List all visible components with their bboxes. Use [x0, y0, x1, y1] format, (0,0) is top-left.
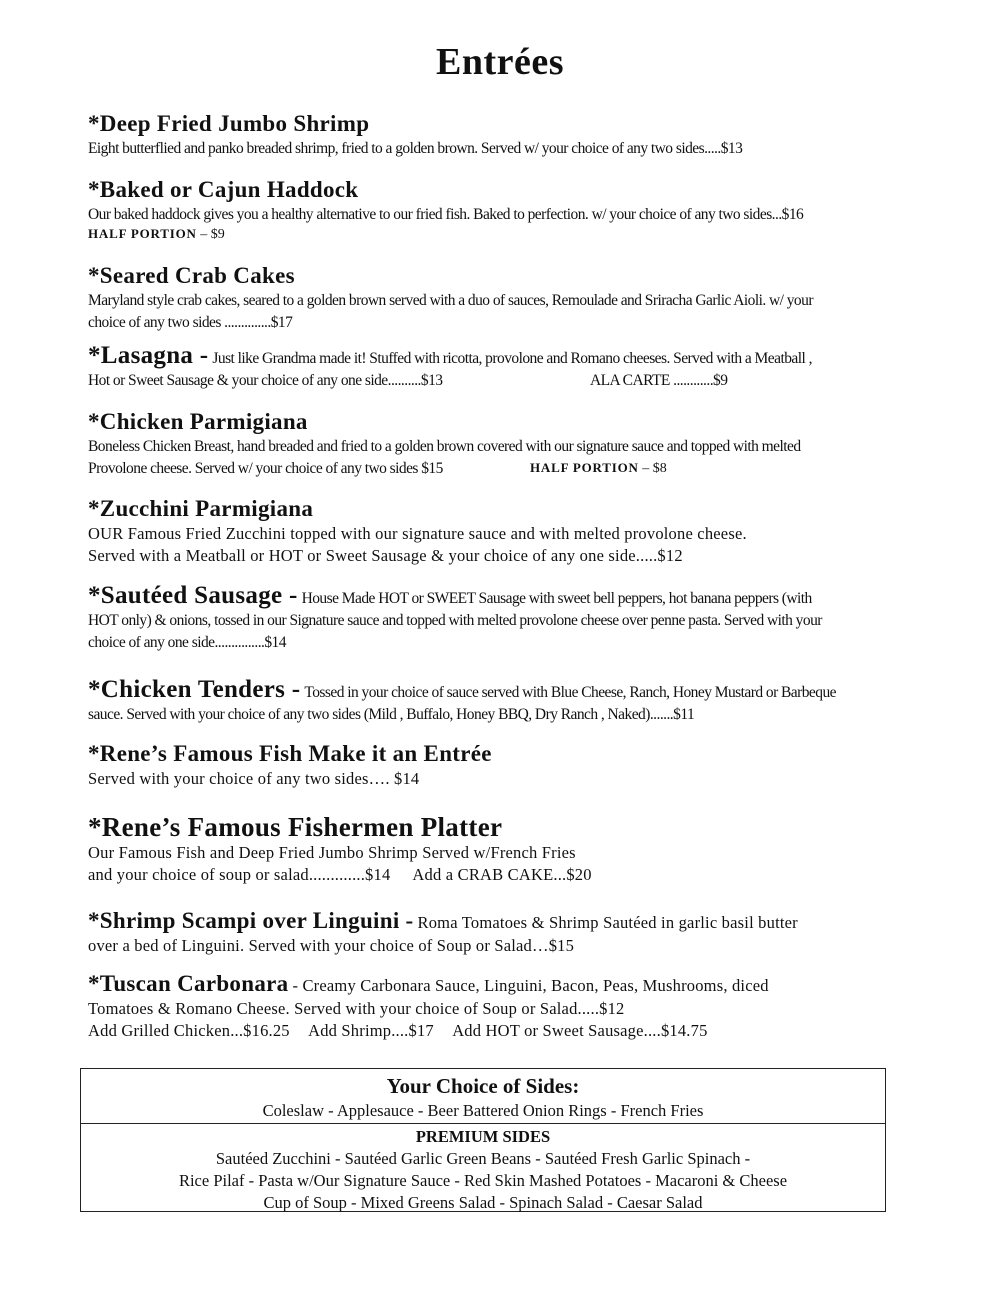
- item-name: *Baked or Cajun Haddock: [88, 177, 359, 202]
- item-name: *Chicken Parmigiana: [88, 409, 308, 434]
- menu-item-lasagna: [88, 342, 888, 392]
- half-portion-label: HALF PORTION: [530, 460, 639, 475]
- menu-item-tuscan-carbonara: [88, 970, 888, 1042]
- half-portion: [88, 226, 888, 243]
- item-name: *Lasagna -: [88, 342, 209, 369]
- item-description: Served with your choice of any two sides…. $14: [88, 769, 420, 788]
- item-name: *Rene’s Famous Fishermen Platter: [88, 812, 503, 842]
- premium-sides-line1: Sautéed Zucchini - Sautéed Garlic Green Beans - Sautéed Fresh Garlic Spinach -: [215, 1149, 751, 1168]
- half-portion-price: – $8: [642, 461, 667, 476]
- add-sausage: Add HOT or Sweet Sausage....$14.75: [452, 1021, 708, 1040]
- menu-item-chicken-parmigiana: [88, 408, 888, 480]
- ala-carte-price: ALA CARTE ............$9: [590, 372, 728, 389]
- item-name: *Chicken Tenders -: [88, 676, 301, 703]
- premium-sides-section: [81, 1124, 885, 1214]
- page-title: Entrées: [435, 41, 565, 83]
- item-description-line2: sauce. Served with your choice of any two sides (Mild , Buffalo, Honey BBQ, Dry Ranch , Naked).......$11: [88, 706, 695, 723]
- item-description-line2: and your choice of soup or salad.............$14: [88, 865, 391, 884]
- item-name: *Zucchini Parmigiana: [88, 496, 314, 521]
- half-portion-price: – $9: [200, 227, 225, 242]
- item-description-line1: Our Famous Fish and Deep Fried Jumbo Shrimp Served w/French Fries: [88, 843, 576, 862]
- item-name: *Sautéed Sausage -: [88, 582, 298, 609]
- add-crab-cake: Add a CRAB CAKE...$20: [412, 865, 592, 884]
- half-portion-label: HALF PORTION: [88, 226, 197, 241]
- item-description-line1: Maryland style crab cakes, seared to a golden brown served with a duo of sauces, Remoulade and Sriracha Garlic Aioli. w/ your: [88, 292, 813, 309]
- item-description-line1: Just like Grandma made it! Stuffed with ricotta, provolone and Romano cheeses. Served with a Meatball ,: [212, 350, 812, 367]
- item-description-line2: choice of any two sides ..............$17: [88, 314, 293, 331]
- premium-sides-line3: Cup of Soup - Mixed Greens Salad - Spinach Salad - Caesar Salad: [263, 1193, 703, 1212]
- sides-box: [80, 1068, 886, 1212]
- half-portion: [530, 460, 667, 477]
- item-description-line1: Boneless Chicken Breast, hand breaded and fried to a golden brown covered with our signature sauce and topped with melted: [88, 438, 801, 455]
- item-description-line2: Served with a Meatball or HOT or Sweet Sausage & your choice of any one side.....$12: [88, 546, 683, 565]
- item-name: *Seared Crab Cakes: [88, 263, 295, 288]
- menu-item-haddock: [88, 176, 888, 243]
- regular-sides-list: Coleslaw - Applesauce - Beer Battered Onion Rings - French Fries: [262, 1101, 704, 1120]
- regular-sides-section: [81, 1069, 885, 1124]
- menu-item-zucchini-parmigiana: [88, 495, 888, 567]
- menu-item-sauteed-sausage: [88, 582, 888, 654]
- item-description-line2: Tomatoes & Romano Cheese. Served with your choice of Soup or Salad.....$12: [88, 999, 625, 1018]
- item-description-line2: HOT only) & onions, tossed in our Signature sauce and topped with melted provolone cheese over penne pasta. Served with your: [88, 612, 822, 629]
- add-shrimp: Add Shrimp....$17: [308, 1021, 434, 1040]
- item-description-line2: over a bed of Linguini. Served with your choice of Soup or Salad…$15: [88, 936, 575, 955]
- item-description-line1: Roma Tomatoes & Shrimp Sautéed in garlic basil butter: [417, 913, 798, 932]
- menu-item-deep-fried-jumbo-shrimp: [88, 110, 888, 160]
- item-description-line1: House Made HOT or SWEET Sausage with sweet bell peppers, hot banana peppers (with: [301, 590, 812, 607]
- item-description-line1: - Creamy Carbonara Sauce, Linguini, Bacon, Peas, Mushrooms, diced: [292, 976, 769, 995]
- item-description-line2: Provolone cheese. Served w/ your choice of any two sides $15: [88, 460, 443, 477]
- item-description-line1: Tossed in your choice of sauce served with Blue Cheese, Ranch, Honey Mustard or Barbeque: [304, 684, 836, 701]
- add-grilled-chicken: Add Grilled Chicken...$16.25: [88, 1021, 290, 1040]
- item-description-line2: Hot or Sweet Sausage & your choice of any one side..........$13: [88, 372, 443, 389]
- item-description: Eight butterflied and panko breaded shrimp, fried to a golden brown. Served w/ your choice of any two sides.....$13: [88, 140, 743, 157]
- item-name: *Deep Fried Jumbo Shrimp: [88, 111, 370, 136]
- item-name: *Rene’s Famous Fish Make it an Entrée: [88, 741, 492, 766]
- menu-item-renes-famous-fish: [88, 740, 888, 790]
- premium-sides-title: PREMIUM SIDES: [415, 1127, 551, 1146]
- menu-item-shrimp-scampi: [88, 907, 888, 957]
- item-name: *Shrimp Scampi over Linguini -: [88, 908, 414, 933]
- menu-item-seared-crab-cakes: [88, 262, 888, 334]
- item-description-line3: choice of any one side...............$14: [88, 634, 286, 651]
- menu-item-chicken-tenders: [88, 676, 888, 726]
- sides-title: Your Choice of Sides:: [386, 1074, 580, 1098]
- premium-sides-line2: Rice Pilaf - Pasta w/Our Signature Sauce - Red Skin Mashed Potatoes - Macaroni & Cheese: [178, 1171, 788, 1190]
- item-description: Our baked haddock gives you a healthy alternative to our fried fish. Baked to perfection. w/ your choice of any two sides...$16: [88, 206, 804, 223]
- item-description-line1: OUR Famous Fried Zucchini topped with our signature sauce and with melted provolone cheese.: [88, 524, 747, 543]
- menu-item-fishermen-platter: [88, 812, 888, 886]
- item-name: *Tuscan Carbonara: [88, 971, 289, 996]
- add-ons: [88, 1020, 888, 1042]
